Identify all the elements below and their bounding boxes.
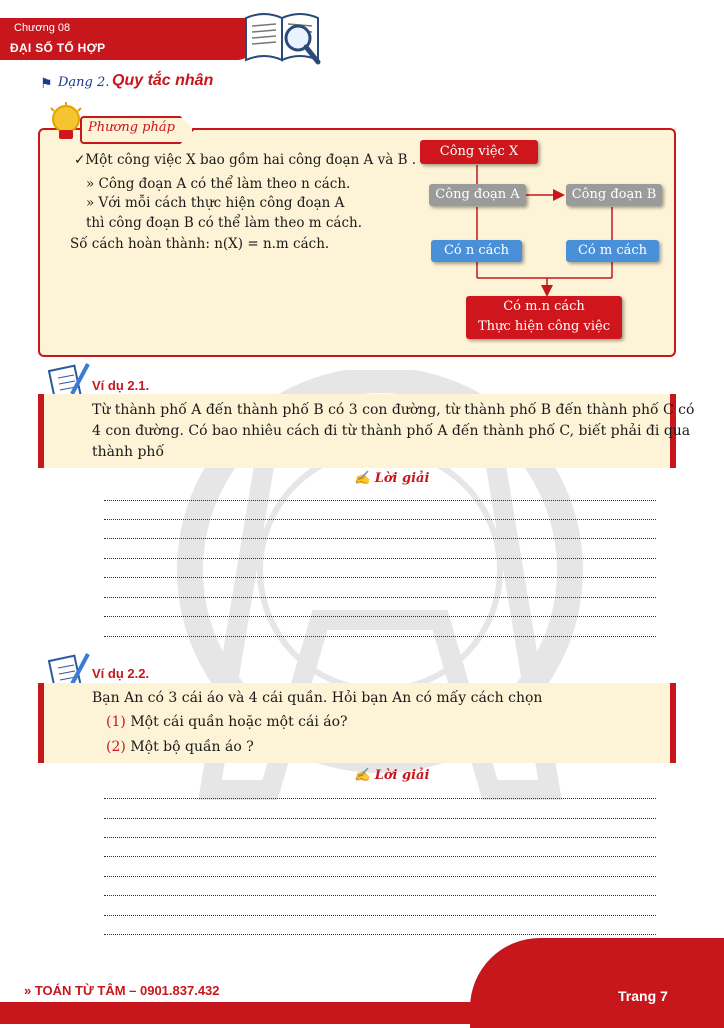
book-magnifier-icon	[242, 4, 324, 66]
diagram-result-line-1: Có m.n cách	[503, 299, 585, 314]
example-1-line-1: Từ thành phố A đến thành phố B có 3 con đường, từ thành phố B đến thành phố C có	[92, 402, 695, 418]
answer-line	[104, 636, 656, 637]
answer-line	[104, 798, 656, 799]
item-1-text: Một cái quần hoặc một cái áo?	[130, 714, 348, 730]
pen-icon: ✍	[354, 471, 371, 486]
diagram-stage-b: Công đoạn B	[566, 184, 662, 206]
answer-line	[104, 500, 656, 501]
diagram-result-box	[466, 296, 622, 339]
example-1-text	[92, 400, 695, 463]
answer-line	[104, 558, 656, 559]
diagram-ways-a: Có n cách	[431, 240, 522, 262]
diagram-stage-a: Công đoạn A	[429, 184, 526, 206]
answer-line	[104, 895, 656, 896]
answer-line	[104, 818, 656, 819]
example-2-item-1	[106, 712, 348, 733]
item-1-number: (1)	[106, 714, 126, 730]
example-1-line-2: 4 con đường. Có bao nhiêu cách đi từ thành phố A đến thành phố C, biết phải đi qua	[92, 423, 691, 439]
answer-line	[104, 577, 656, 578]
diagram-ways-b: Có m cách	[566, 240, 659, 262]
answer-line	[104, 876, 656, 877]
method-line-2: » Công đoạn A có thể làm theo n cách.	[86, 176, 351, 192]
example-1-line-3: thành phố	[92, 444, 165, 460]
diagram-result-line-2: Thực hiện công việc	[478, 319, 610, 334]
pen-icon: ✍	[354, 768, 371, 783]
example-2-title: Ví dụ 2.2.	[92, 666, 150, 681]
answer-line	[104, 616, 656, 617]
example-1-title: Ví dụ 2.1.	[92, 378, 150, 393]
example-2-solution-label: Lời giải	[374, 768, 430, 783]
answer-line	[104, 519, 656, 520]
footer-brand: » TOÁN TỪ TÂM – 0901.837.432	[24, 983, 220, 998]
answer-line	[104, 934, 656, 935]
answer-line	[104, 915, 656, 916]
flag-icon: ⚑	[40, 76, 53, 92]
example-2-line-1: Bạn An có 3 cái áo và 4 cái quần. Hỏi bạn An có mấy cách chọn	[92, 690, 543, 706]
example-1-solution-label: Lời giải	[374, 471, 430, 486]
method-line-3: » Với mỗi cách thực hiện công đoạn A	[86, 195, 345, 211]
method-line-1: ✓Một công việc X bao gồm hai công đoạn A và B .	[74, 152, 417, 168]
example-2-item-2	[106, 737, 254, 758]
page-number: Trang 7	[618, 988, 668, 1004]
section-title: Quy tắc nhân	[112, 72, 214, 89]
chapter-label: Chương 08	[14, 22, 71, 34]
answer-line	[104, 538, 656, 539]
method-line-4: thì công đoạn B có thể làm theo m cách.	[86, 215, 362, 231]
diagram-task-box: Công việc X	[420, 140, 538, 164]
item-2-number: (2)	[106, 739, 126, 755]
example-2-solution-heading	[354, 768, 429, 783]
method-line-5: Số cách hoàn thành: n(X) = n.m cách.	[70, 236, 330, 252]
answer-line	[104, 856, 656, 857]
answer-line	[104, 597, 656, 598]
lightbulb-icon	[46, 102, 86, 146]
answer-line	[104, 837, 656, 838]
method-tab-label: Phương pháp	[88, 120, 175, 135]
item-2-text: Một bộ quần áo ?	[130, 739, 254, 755]
footer-band	[0, 1002, 724, 1024]
example-1-solution-heading	[354, 471, 429, 486]
part-title: ĐẠI SỐ TỔ HỢP	[10, 41, 106, 55]
section-label: Dạng 2.	[58, 75, 110, 90]
